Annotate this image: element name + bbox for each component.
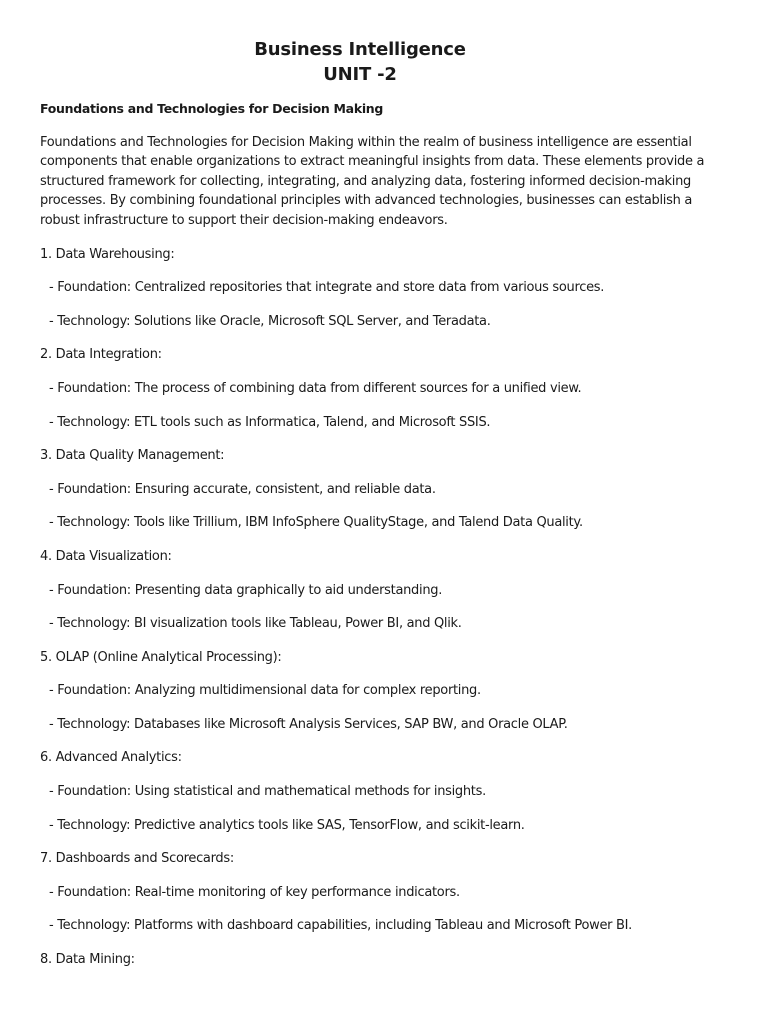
- list-item-7: [40, 849, 730, 936]
- item-title: 7. Dashboards and Scorecards:: [40, 851, 234, 867]
- list-item-8: [40, 950, 730, 970]
- intro-paragraph: Foundations and Technologies for Decision Making within the realm of business intelligence are essential components that enable organizations to extract meaningful insights from data. These elements provide a structured framework for collecting, integrating, and analyzing data, fostering informed decision-making processes. By combining foundational principles with advanced technologies, businesses can establish a robust infrastructure to support their decision-making endeavors.: [40, 134, 705, 228]
- item-foundation: - Foundation: Presenting data graphically to aid understanding.: [49, 582, 443, 598]
- document-title: Business Intelligence: [254, 39, 466, 60]
- item-title: 6. Advanced Analytics:: [40, 750, 182, 766]
- item-foundation: - Foundation: Real-time monitoring of key performance indicators.: [49, 884, 460, 900]
- item-title: 4. Data Visualization:: [40, 548, 172, 564]
- list-item-5: [40, 648, 730, 735]
- item-title: 2. Data Integration:: [40, 347, 162, 363]
- item-foundation: - Foundation: Centralized repositories that integrate and store data from various sources.: [49, 280, 605, 296]
- item-foundation: - Foundation: The process of combining data from different sources for a unified view.: [49, 380, 582, 396]
- item-title: 5. OLAP (Online Analytical Processing):: [40, 649, 282, 665]
- item-title: 1. Data Warehousing:: [40, 246, 175, 262]
- item-technology: - Technology: Platforms with dashboard capabilities, including Tableau and Microsoft Power BI.: [49, 918, 633, 934]
- list-item-2: [40, 345, 730, 432]
- item-technology: - Technology: Tools like Trillium, IBM InfoSphere QualityStage, and Talend Data Quality.: [49, 515, 583, 531]
- item-technology: - Technology: Predictive analytics tools like SAS, TensorFlow, and scikit-learn.: [49, 817, 525, 833]
- list-item-6: [40, 748, 730, 835]
- item-technology: - Technology: BI visualization tools like Tableau, Power BI, and Qlik.: [49, 616, 462, 632]
- item-technology: - Technology: ETL tools such as Informatica, Talend, and Microsoft SSIS.: [49, 414, 491, 430]
- list-item-1: [40, 245, 730, 332]
- item-technology: - Technology: Solutions like Oracle, Microsoft SQL Server, and Teradata.: [49, 313, 491, 329]
- unit-label: UNIT -2: [323, 64, 397, 85]
- item-technology: - Technology: Databases like Microsoft Analysis Services, SAP BW, and Oracle OLAP.: [49, 716, 568, 732]
- document-body: [40, 99, 730, 984]
- list-item-4: [40, 547, 730, 634]
- section-heading: Foundations and Technologies for Decision Making: [40, 101, 384, 116]
- title-block: [0, 37, 720, 87]
- item-title: 3. Data Quality Management:: [40, 448, 225, 464]
- item-foundation: - Foundation: Analyzing multidimensional data for complex reporting.: [49, 683, 481, 699]
- item-title: 8. Data Mining:: [40, 952, 135, 968]
- item-foundation: - Foundation: Ensuring accurate, consistent, and reliable data.: [49, 481, 436, 497]
- item-foundation: - Foundation: Using statistical and mathematical methods for insights.: [49, 784, 486, 800]
- list-item-3: [40, 446, 730, 533]
